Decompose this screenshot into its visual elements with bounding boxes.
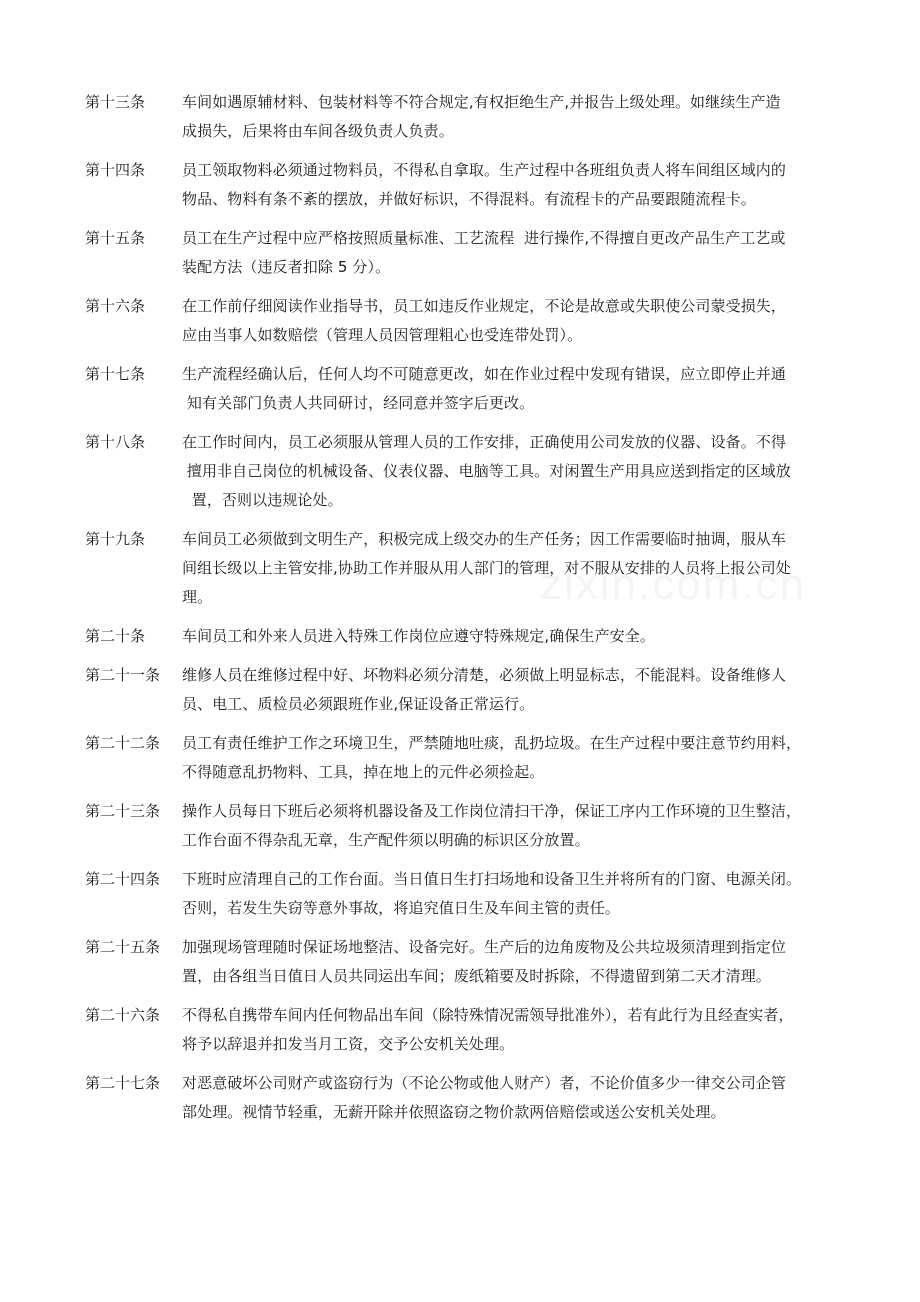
article-text-line: 员、电工、质检员必须跟班作业,保证设备正常运行。 bbox=[182, 695, 535, 713]
article-number: 第二十三条 bbox=[85, 802, 161, 820]
article-number: 第十七条 bbox=[85, 365, 146, 383]
article-text-line: 生产流程经确认后，任何人均不可随意更改，如在作业过程中发现有错误，应立即停止并通 bbox=[182, 365, 787, 383]
article bbox=[85, 292, 855, 350]
article-number: 第二十六条 bbox=[85, 1006, 161, 1024]
article-list bbox=[85, 88, 855, 1137]
article-number: 第十六条 bbox=[85, 297, 146, 315]
article bbox=[85, 525, 855, 612]
article-text bbox=[182, 797, 855, 855]
article-number: 第二十七条 bbox=[85, 1074, 161, 1092]
article-text-line: 员工有责任维护工作之环境卫生，严禁随地吐痰，乱扔垃圾。在生产过程中要注意节约用料， bbox=[182, 734, 802, 752]
article-text-line: 部处理。视情节轻重，无薪开除并依照盗窃之物价款两倍赔偿或送公安机关处理。 bbox=[182, 1103, 726, 1121]
article-text-line: 间组长级以上主管安排,协助工作并服从用人部门的管理，对不服从安排的人员将上报公司处 bbox=[182, 559, 791, 577]
article-text-line: 加强现场管理随时保证场地整洁、设备完好。生产后的边角废物及公共垃圾须清理到指定位 bbox=[182, 938, 787, 956]
article-text bbox=[182, 661, 855, 719]
article-text-line: 在工作时间内，员工必须服从管理人员的工作安排，正确使用公司发放的仪器、设备。不得 bbox=[182, 433, 787, 451]
article-text-line: 应由当事人如数赔偿（管理人员因管理粗心也受连带处罚）。 bbox=[182, 326, 583, 344]
article-text-line: 车间员工和外来人员进入特殊工作岗位应遵守特殊规定,确保生产安全。 bbox=[182, 627, 655, 645]
article-text-line: 员工在生产过程中应严格按照质量标准、工艺流程 进行操作,不得擅自更改产品生产工艺或 bbox=[182, 229, 786, 247]
article-text-line: 车间如遇原辅材料、包装材料等不符合规定,有权拒绝生产,并报告上级处理。如继续生产造 bbox=[182, 93, 781, 111]
article bbox=[85, 428, 855, 515]
article bbox=[85, 88, 855, 146]
article bbox=[85, 661, 855, 719]
article-text bbox=[182, 428, 855, 515]
article-text-line: 对恶意破坏公司财产或盗窃行为（不论公物或他人财产）者，不论价值多少一律交公司企管 bbox=[182, 1074, 787, 1092]
article-text bbox=[182, 360, 855, 418]
article-text bbox=[182, 525, 855, 612]
article-number: 第二十二条 bbox=[85, 734, 161, 752]
article-text-line: 下班时应清理自己的工作台面。当日值日生打扫场地和设备卫生并将所有的门窗、电源关闭。 bbox=[182, 870, 802, 888]
article-text bbox=[182, 292, 855, 350]
article-text-line: 操作人员每日下班后必须将机器设备及工作岗位清扫干净，保证工序内工作环境的卫生整洁， bbox=[182, 802, 802, 820]
article-text-line: 员工领取物料必须通过物料员，不得私自拿取。生产过程中各班组负责人将车间组区域内的 bbox=[182, 161, 787, 179]
article-text-line: 将予以辞退并扣发当月工资，交予公安机关处理。 bbox=[182, 1035, 515, 1053]
article bbox=[85, 622, 855, 651]
article-text bbox=[182, 933, 855, 991]
article-number: 第十五条 bbox=[85, 229, 146, 247]
article bbox=[85, 1069, 855, 1127]
article-text bbox=[182, 1001, 855, 1059]
article bbox=[85, 156, 855, 214]
article-text bbox=[182, 1069, 855, 1127]
article-text-line: 置，否则以违规论处。 bbox=[182, 491, 343, 509]
article-text-line: 不得私自携带车间内任何物品出车间（除特殊情况需领导批准外），若有此行为且经查实者， bbox=[182, 1006, 794, 1024]
article-text-line: 车间员工必须做到文明生产，积极完成上级交办的生产任务；因工作需要临时抽调，服从车 bbox=[182, 530, 787, 548]
article bbox=[85, 933, 855, 991]
article-text-line: 维修人员在维修过程中好、坏物料必须分清楚，必须做上明显标志，不能混料。设备维修人 bbox=[182, 666, 787, 684]
article-text-line: 擅用非自己岗位的机械设备、仪表仪器、电脑等工具。对闲置生产用具应送到指定的区域放 bbox=[182, 462, 791, 480]
article-text bbox=[182, 622, 855, 651]
article-number: 第十四条 bbox=[85, 161, 146, 179]
article-number: 第二十条 bbox=[85, 627, 146, 645]
article-number: 第二十一条 bbox=[85, 666, 161, 684]
article-text bbox=[182, 156, 855, 214]
article-number: 第二十四条 bbox=[85, 870, 161, 888]
article bbox=[85, 224, 855, 282]
article bbox=[85, 360, 855, 418]
article bbox=[85, 865, 855, 923]
article-text-line: 在工作前仔细阅读作业指导书，员工如违反作业规定，不论是故意或失职使公司蒙受损失， bbox=[182, 297, 787, 315]
article-text bbox=[182, 224, 855, 282]
article-number: 第十九条 bbox=[85, 530, 146, 548]
article bbox=[85, 1001, 855, 1059]
article-number: 第十三条 bbox=[85, 93, 146, 111]
article-text-line: 成损失，后果将由车间各级负责人负责。 bbox=[182, 122, 454, 140]
article-text bbox=[182, 729, 855, 787]
article-number: 第二十五条 bbox=[85, 938, 161, 956]
article-text-line: 工作台面不得杂乱无章，生产配件须以明确的标识区分放置。 bbox=[182, 831, 590, 849]
article-text-line: 理。 bbox=[182, 588, 213, 606]
article bbox=[85, 729, 855, 787]
article-text-line: 装配方法（违反者扣除 5 分）。 bbox=[182, 258, 391, 276]
article bbox=[85, 797, 855, 855]
article-text bbox=[182, 88, 855, 146]
article-text bbox=[182, 865, 855, 923]
article-text-line: 物品、物料有条不紊的摆放，并做好标识，不得混料。有流程卡的产品要跟随流程卡。 bbox=[182, 190, 756, 208]
article-number: 第十八条 bbox=[85, 433, 146, 451]
article-text-line: 不得随意乱扔物料、工具，掉在地上的元件必须捡起。 bbox=[182, 763, 545, 781]
article-text-line: 知有关部门负责人共同研讨，经同意并签字后更改。 bbox=[182, 394, 535, 412]
article-text-line: 置，由各组当日值日人员共同运出车间；废纸箱要及时拆除，不得遗留到第二天才清理。 bbox=[182, 967, 771, 985]
article-text-line: 否则，若发生失窃等意外事故，将追究值日生及车间主管的责任。 bbox=[182, 899, 620, 917]
